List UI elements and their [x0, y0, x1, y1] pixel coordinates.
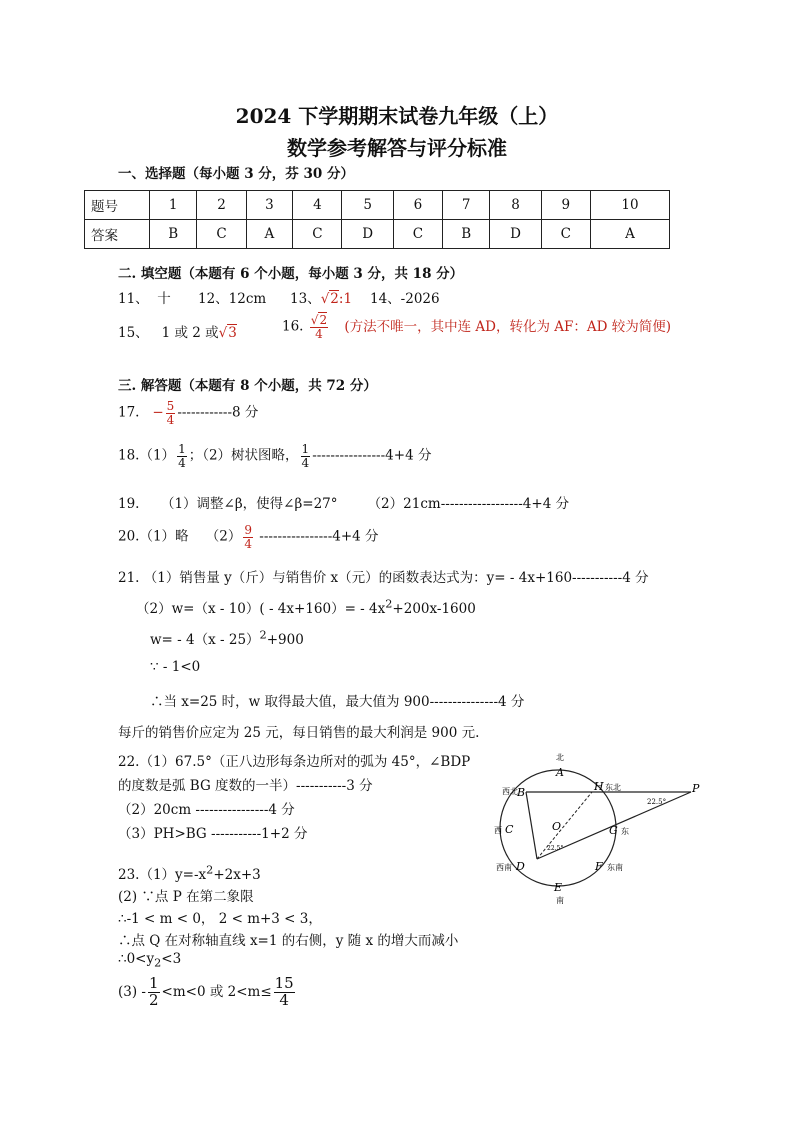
- row-label-number: 题号: [85, 191, 150, 220]
- q11: [118, 287, 171, 307]
- label-west: 西: [494, 826, 502, 835]
- q16: [282, 314, 671, 340]
- table-cell: 2: [197, 191, 246, 220]
- q15-label: 15、: [118, 325, 149, 341]
- label-D: D: [516, 860, 525, 873]
- q18-num2: 1: [301, 442, 310, 456]
- q23-fraction-2: [274, 976, 295, 1009]
- q23-line5: [118, 951, 181, 970]
- q15-text: 1 或 2 或: [161, 325, 219, 341]
- q23-line6-label: (3) -: [118, 983, 146, 1000]
- q20: [118, 524, 379, 550]
- label-F: F: [595, 860, 603, 873]
- q19: [118, 492, 569, 512]
- row-label-answer: 答案: [85, 220, 150, 249]
- q19-part1: （1）调整∠β，使得∠β=27°: [160, 496, 338, 512]
- q15-radicand: 3: [228, 325, 237, 341]
- q22-line1: 22.（1）67.5°（正八边形每条边所对的弧为 45°，∠BDP: [118, 754, 471, 770]
- table-cell: C: [541, 220, 590, 249]
- q16-fraction: $\frac{√2}{4}$: [310, 313, 328, 341]
- q18-den2: 4: [301, 455, 310, 470]
- q22-line4: （3）PH>BG -----------1+2 分: [118, 826, 308, 842]
- q18-label: 18.（1）: [118, 447, 176, 464]
- table-cell: D: [490, 220, 541, 249]
- q21-line5: ∴当 x=25 时，w 取得最大值，最大值为 900---------------4 分: [150, 694, 525, 710]
- q23-line5-sub: 2: [154, 956, 162, 970]
- q18: [118, 443, 431, 469]
- q21-line2-sup: 2: [385, 597, 393, 611]
- table-cell: D: [342, 220, 393, 249]
- q13-rest: :1: [338, 291, 353, 307]
- table-cell: A: [246, 220, 293, 249]
- q19-label: 19.: [118, 496, 140, 512]
- q23-line1-b: +2x+3: [213, 867, 261, 883]
- label-southeast: 东南: [607, 863, 623, 872]
- q13-radicand: 2: [330, 291, 339, 307]
- q21-line2-a: （2）w=（x - 10）( - 4x+160）= - 4x: [136, 601, 386, 617]
- document-title: 2024 下学期期末试卷九年级（上）: [235, 104, 559, 128]
- table-cell: 6: [393, 191, 442, 220]
- q23-line2: (2) ∵点 P 在第二象限: [118, 889, 254, 905]
- label-southwest: 西南: [496, 863, 512, 872]
- q17-tail: ------------8 分: [177, 404, 259, 421]
- segment-BD: [526, 792, 537, 859]
- label-angle-P: 22.5°: [647, 798, 667, 806]
- table-row: [85, 191, 670, 220]
- table-cell: 4: [293, 191, 342, 220]
- q15: 15、 1 或 2 或√3: [118, 325, 237, 341]
- q18-num1: 1: [178, 442, 186, 456]
- table-cell: 8: [490, 191, 541, 220]
- table-cell: A: [590, 220, 669, 249]
- q23-line1: [118, 863, 261, 883]
- answer-table: [84, 190, 670, 249]
- table-cell: C: [293, 220, 342, 249]
- label-O: O: [552, 820, 562, 833]
- q22-line2: 的度数是弧 BG 度数的一半）-----------3 分: [118, 778, 373, 794]
- q18-den1: 4: [178, 455, 186, 470]
- label-northwest: 西北: [502, 787, 518, 796]
- table-cell: 1: [150, 191, 197, 220]
- q21-line3: [150, 628, 304, 648]
- q19-part2: （2）21cm------------------4+4 分: [367, 496, 570, 512]
- q21-line6: 每斤的销售价应定为 25 元，每日销售的最大利润是 900 元.: [118, 725, 480, 741]
- q18-mid: ；（2）树状图略，: [188, 447, 299, 464]
- q18-fraction-2: [301, 443, 311, 469]
- label-northeast: 东北: [605, 783, 621, 792]
- label-south: 南: [556, 896, 564, 905]
- table-cell: 10: [590, 191, 669, 220]
- q14: 14、-2026: [370, 291, 440, 307]
- label-angle-D: 22.5°: [547, 845, 564, 852]
- q20-part2-label: （2）: [205, 528, 242, 545]
- label-P: P: [692, 782, 700, 795]
- q11-answer: 十: [157, 291, 171, 307]
- table-cell: 7: [443, 191, 490, 220]
- q16-label: 16.: [282, 318, 304, 335]
- q23-fraction-1: [148, 976, 160, 1009]
- q23-frac2-den: 4: [279, 990, 289, 1009]
- q16-den: 4: [315, 326, 323, 341]
- q17-sign: −: [152, 404, 164, 421]
- q23-frac1-num: 1: [148, 974, 159, 992]
- q13-label: 13、: [290, 291, 321, 307]
- q21-line3-b: +900: [266, 632, 304, 648]
- table-cell: 5: [342, 191, 393, 220]
- q20-num: 9: [244, 523, 252, 537]
- q17: [118, 400, 258, 426]
- q20-fraction: [243, 524, 253, 550]
- q21-line2-b: +200x-1600: [392, 601, 476, 617]
- q23-line1-sup: 2: [206, 863, 214, 877]
- q23-line6-mid: <m<0 或 2<m≤: [161, 983, 272, 1000]
- octagon-compass-diagram: [484, 750, 724, 910]
- table-cell: 3: [246, 191, 293, 220]
- q23-line5-b: <3: [161, 951, 182, 967]
- label-east: 东: [621, 827, 629, 836]
- label-E: E: [554, 881, 563, 894]
- section3-heading: 三. 解答题（本题有 8 个小题，共 72 分）: [118, 378, 377, 394]
- q20-den: 4: [244, 536, 252, 551]
- q21-line4: ∵ - 1<0: [150, 659, 201, 675]
- q23-line3: ∴-1 < m < 0， 2 < m+3 < 3，: [118, 911, 322, 927]
- q17-num: 5: [166, 399, 175, 413]
- table-cell: C: [197, 220, 246, 249]
- q17-fraction: [166, 400, 176, 426]
- q20-tail: ----------------4+4 分: [259, 528, 379, 545]
- table-cell: B: [150, 220, 197, 249]
- q21-line3-sup: 2: [259, 628, 267, 642]
- q20-label: 20.（1）略: [118, 528, 189, 545]
- q23-frac1-den: 2: [148, 990, 159, 1009]
- q17-label: 17.: [118, 404, 140, 421]
- q11-label: 11、: [118, 291, 149, 307]
- q18-fraction-1: [177, 443, 187, 469]
- table-cell: 9: [541, 191, 590, 220]
- section1-heading: 一、选择题（每小题 3 分，芬 30 分）: [118, 166, 354, 182]
- q12: 12、12cm: [198, 291, 267, 307]
- q16-num: 2: [319, 313, 328, 327]
- table-cell: B: [443, 220, 490, 249]
- q23-line5-a: ∴0<y: [118, 951, 155, 967]
- q16-note: (方法不唯一，其中连 AD，转化为 AF：AD 较为简便): [344, 318, 672, 335]
- label-H: H: [594, 780, 604, 793]
- q17-den: 4: [166, 412, 175, 427]
- label-C: C: [505, 823, 514, 836]
- q22-line3: （2）20cm ----------------4 分: [118, 802, 295, 818]
- label-G: G: [609, 824, 618, 837]
- segment-DH-dashed: [537, 792, 592, 859]
- section2-heading: 二. 填空题（本题有 6 个小题，每小题 3 分，共 18 分）: [118, 266, 464, 282]
- document-subtitle: 数学参考解答与评分标准: [287, 136, 507, 160]
- label-north: 北: [556, 753, 564, 762]
- q21-line3-a: w= - 4（x - 25）: [150, 632, 260, 648]
- q21-line2: [136, 597, 476, 617]
- q23-line6: [118, 976, 297, 1009]
- label-A: A: [556, 766, 564, 779]
- table-row: [85, 220, 670, 249]
- q13: 13、√2:1: [290, 291, 353, 307]
- q23-frac2-num: 15: [274, 974, 294, 992]
- q21-line1: 21. （1）销售量 y（斤）与销售价 x（元）的函数表达式为：y= - 4x+160-----------4 分: [118, 570, 649, 586]
- q18-tail: ----------------4+4 分: [312, 447, 432, 464]
- label-B: B: [517, 786, 526, 799]
- q23-line1-a: 23.（1）y=-x: [118, 867, 207, 883]
- table-cell: C: [393, 220, 442, 249]
- q23-line4: ∴点 Q 在对称轴直线 x=1 的右侧，y 随 x 的增大而减小: [118, 933, 459, 949]
